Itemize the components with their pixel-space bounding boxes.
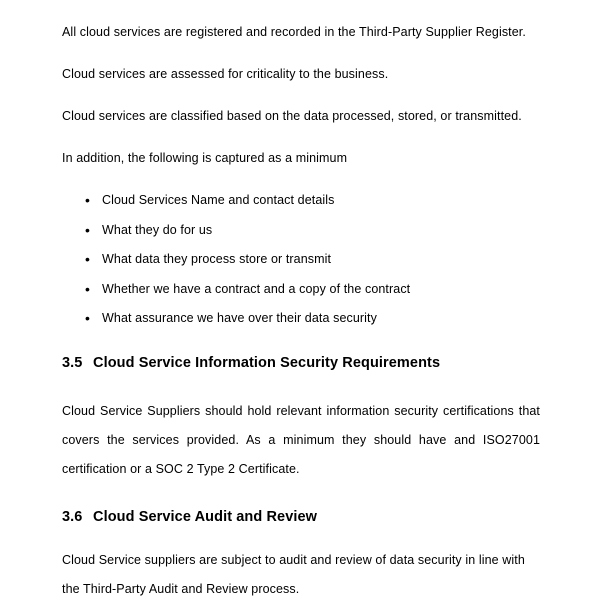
list-item: • What data they process store or transmit bbox=[62, 245, 540, 275]
section-number: 3.5 bbox=[62, 354, 83, 371]
section-title: Cloud Service Audit and Review bbox=[93, 508, 318, 525]
paragraph-register: All cloud services are registered and recorded in the Third-Party Supplier Register. bbox=[62, 25, 526, 39]
list-item: • What assurance we have over their data security bbox=[62, 304, 540, 334]
section-3-5-body: Cloud Service Suppliers should hold relevant information security certifications that covers the services provided. As a minimum they should have and ISO27001 certification or a SOC 2 Type 2 Certificate. bbox=[62, 403, 540, 476]
section-heading-3-5 bbox=[62, 349, 540, 378]
section-number: 3.6 bbox=[62, 508, 83, 525]
document-content bbox=[62, 18, 540, 604]
section-heading-3-6 bbox=[62, 503, 540, 532]
list-item: • What they do for us bbox=[62, 216, 540, 246]
list-item: • Whether we have a contract and a copy of the contract bbox=[62, 275, 540, 305]
section-3-6-body: Cloud Service suppliers are subject to audit and review of data security in line with the Third-Party Audit and Review process. bbox=[62, 552, 525, 596]
section-title: Cloud Service Information Security Requirements bbox=[93, 354, 441, 371]
minimum-capture-list bbox=[62, 186, 540, 334]
paragraph-criticality: Cloud services are assessed for criticality to the business. bbox=[62, 67, 389, 81]
paragraph-classified: Cloud services are classified based on the data processed, stored, or transmitted. bbox=[62, 109, 522, 123]
paragraph-minimum-intro: In addition, the following is captured as a minimum bbox=[62, 151, 348, 165]
list-item: • Cloud Services Name and contact details bbox=[62, 186, 540, 216]
